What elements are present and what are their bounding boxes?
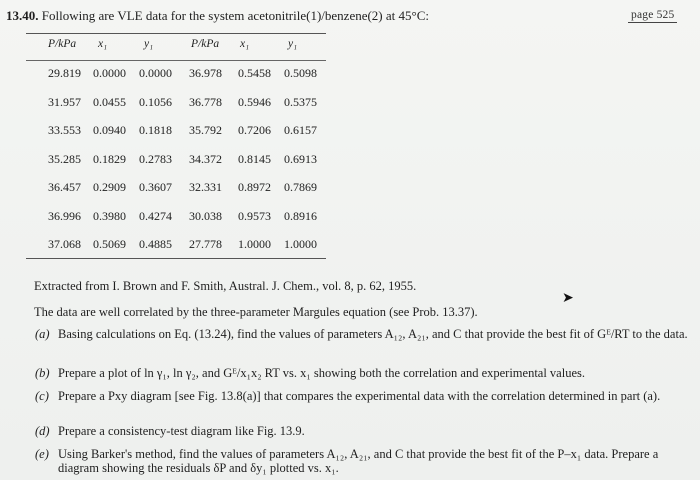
x1-cell: 0.0940 (93, 123, 126, 137)
problem-number: 13.40. (6, 8, 39, 23)
pressure-cell: 36.457 (48, 180, 81, 194)
col-header-pressure: P/kPa (48, 38, 77, 50)
y1-cell: 0.4274 (139, 208, 172, 223)
item-label: (e) (35, 447, 49, 461)
item-text: Prepare a consistency-test diagram like Fig. 13.9. (58, 424, 305, 438)
table-row (26, 209, 326, 238)
pressure-cell: 37.068 (48, 237, 81, 251)
pressure-cell: 33.553 (48, 123, 81, 137)
x1-cell: 0.0000 (93, 66, 126, 80)
x1-cell-2: 0.8972 (238, 180, 271, 194)
item-label: (b) (35, 366, 50, 380)
y1-cell-2: 0.6913 (284, 151, 317, 166)
x1-cell: 0.2909 (93, 180, 126, 194)
problem-statement: Following are VLE data for the system acetonitrile(1)/benzene(2) at 45°C: (41, 8, 430, 23)
pressure-cell-2: 27.778 (189, 237, 222, 251)
y1-cell-2: 0.5098 (284, 66, 317, 80)
x1-cell: 0.1829 (93, 151, 126, 166)
pressure-cell: 31.957 (48, 94, 81, 109)
table-row (26, 237, 326, 266)
pressure-cell-2: 32.331 (189, 180, 222, 194)
y1-cell: 0.0000 (139, 66, 172, 80)
item-text: Prepare a plot of ln γ₁, ln γ₂, and Gᴱ/x₁x₂ RT vs. x₁ showing both the correlation and experimental values. (58, 366, 585, 380)
col-header-y1-2: y₁ (288, 38, 298, 50)
pressure-cell-2: 35.792 (189, 123, 222, 137)
source-citation: Extracted from I. Brown and F. Smith, Austral. J. Chem., vol. 8, p. 62, 1955. (34, 279, 417, 293)
y1-cell-2: 0.6157 (284, 123, 317, 137)
table-top-rule (26, 33, 326, 34)
pressure-cell-2: 36.778 (189, 94, 222, 109)
col-header-x1: x₁ (98, 38, 108, 50)
x1-cell: 0.0455 (93, 94, 126, 109)
col-header-x1-2: x₁ (240, 38, 250, 50)
x1-cell-2: 0.9573 (238, 208, 271, 223)
item-text: Using Barker's method, find the values of parameters A₁₂, A₂₁, and C that provide the best fit of the P–x₁ data. Prepare a diagram showing the residuals δP and δy₁ plotted vs. x₁. (58, 447, 659, 475)
y1-cell: 0.3607 (139, 180, 172, 194)
y1-cell-2: 0.5375 (284, 94, 317, 109)
pressure-cell-2: 34.372 (189, 151, 222, 166)
x1-cell-2: 0.5946 (238, 94, 271, 109)
table-row (26, 66, 326, 95)
table-row (26, 123, 326, 152)
col-header-y1: y₁ (144, 38, 154, 50)
pressure-cell: 29.819 (48, 66, 81, 80)
pressure-cell: 35.285 (48, 151, 81, 166)
item-text: Prepare a Pxy diagram [see Fig. 13.8(a)] that compares the experimental data with the correlation determined in part (a). (58, 389, 661, 403)
item-text: Basing calculations on Eq. (13.24), find the values of parameters A₁₂, A₂₁, and C that provide the best fit of Gᴱ/RT to the data. (58, 327, 688, 341)
page-number-badge: page 525 (628, 9, 677, 23)
y1-cell-2: 0.8916 (284, 208, 317, 223)
x1-cell: 0.5069 (93, 237, 126, 251)
x1-cell-2: 0.7206 (238, 123, 271, 137)
x1-cell-2: 0.8145 (238, 151, 271, 166)
y1-cell: 0.4885 (139, 237, 172, 251)
item-label: (d) (35, 424, 50, 438)
y1-cell: 0.1818 (139, 123, 172, 137)
problem-header (6, 8, 429, 24)
vle-data-table (26, 38, 326, 266)
col-header-pressure-2: P/kPa (191, 38, 220, 50)
y1-cell-2: 0.7869 (284, 180, 317, 194)
pressure-cell-2: 36.978 (189, 66, 222, 80)
item-label: (a) (35, 327, 50, 341)
item-label: (c) (35, 389, 49, 403)
y1-cell-2: 1.0000 (284, 237, 317, 251)
table-row (26, 180, 326, 209)
x1-cell-2: 0.5458 (238, 66, 271, 80)
table-row (26, 152, 326, 181)
y1-cell: 0.1056 (139, 94, 172, 109)
table-header-row (26, 38, 326, 66)
table-row (26, 95, 326, 124)
pressure-cell: 36.996 (48, 208, 81, 223)
mouse-cursor-icon: ➤ (562, 291, 574, 306)
y1-cell: 0.2783 (139, 151, 172, 166)
pressure-cell-2: 30.038 (189, 208, 222, 223)
intro-paragraph: The data are well correlated by the three-parameter Margules equation (see Prob. 13.37). (34, 305, 478, 319)
x1-cell: 0.3980 (93, 208, 126, 223)
x1-cell-2: 1.0000 (238, 237, 271, 251)
